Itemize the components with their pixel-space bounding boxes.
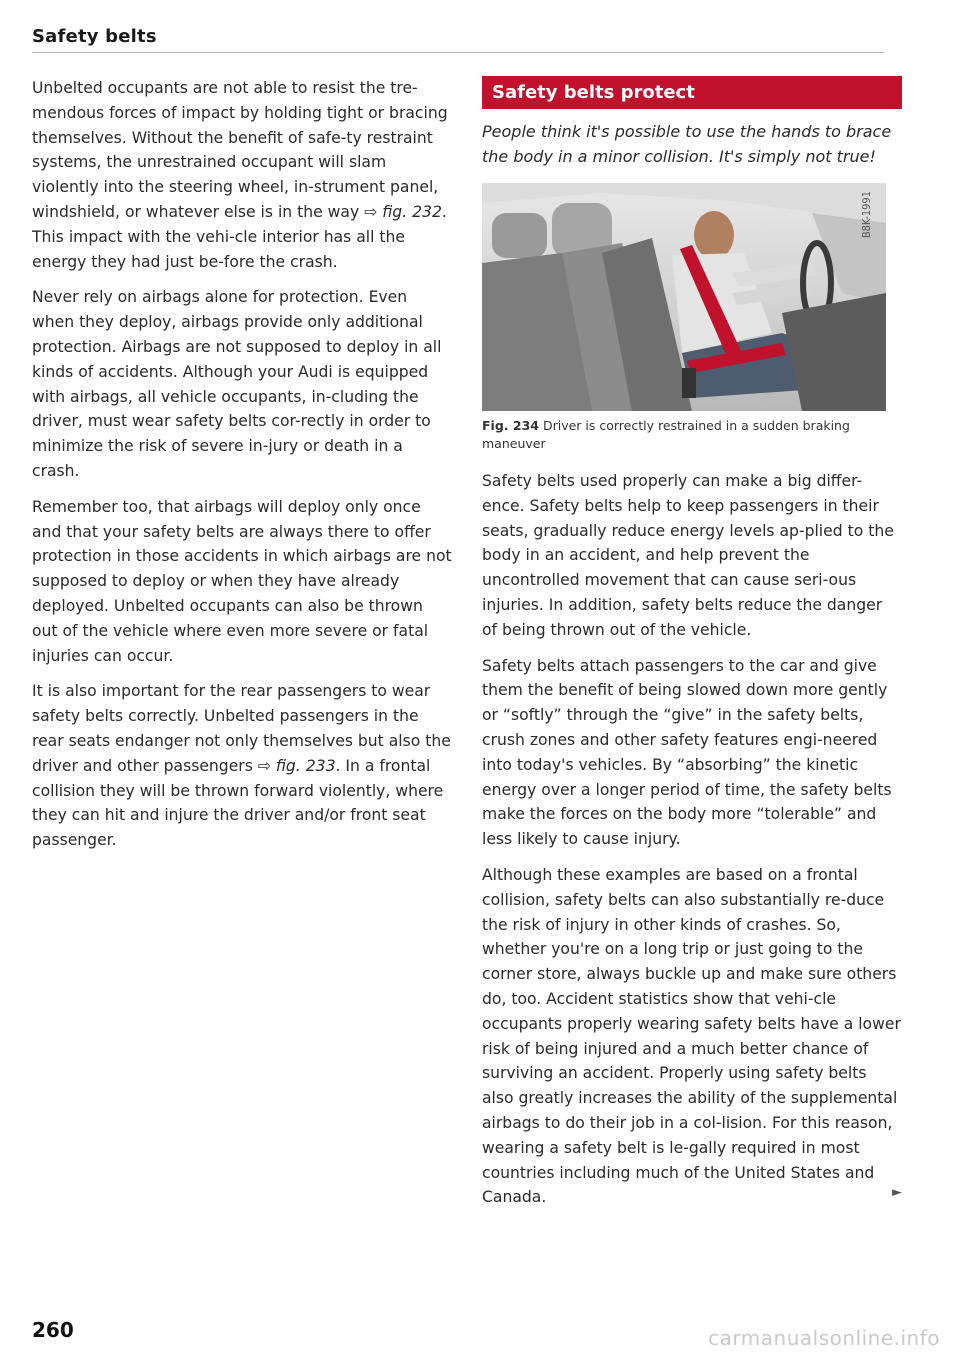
figure-link[interactable]: ⇨ fig. 233 xyxy=(257,756,336,775)
figure-caption-label: Fig. 234 xyxy=(482,418,539,433)
paragraph xyxy=(482,863,902,1210)
paragraph xyxy=(32,679,452,853)
continue-arrow-icon: ► xyxy=(892,1185,902,1201)
paragraph: Never rely on airbags alone for protection. Even when they deploy, airbags provide only additional protection. Airbags are not supposed to deploy in all kinds of accidents. Although your Audi is equipped with airbags, all vehicle occupants, in-cluding the driver, must wear safety belts cor-rectly in order to minimize the risk of severe in-jury or death in a crash. xyxy=(32,288,442,480)
driver-seatbelt-illustration xyxy=(482,183,886,411)
paragraph-text: . In a frontal collision they will be thrown forward violently, where they can hit and injure the driver and/or front seat passenger. xyxy=(32,756,444,850)
figure-image xyxy=(482,183,886,411)
figure-caption xyxy=(482,417,902,453)
paragraph-text: Although these examples are based on a frontal collision, safety belts can also substantially re-duce the risk of injury in other kinds of crashes. So, whether you're on a long trip or just going to the corner store, always buckle up and make sure others do, too. Accident statistics show that vehi-cle occupants properly wearing safety belts have a lower risk of being injured and a much better chance of surviving an accident. Properly using safety belts also greatly increases the ability of the supplemental airbags to do their job in a col-lision. For this reason, wearing a safety belt is le-gally required in most countries including much of the United States and Canada. xyxy=(482,865,901,1207)
paragraph: Remember too, that airbags will deploy only once and that your safety belts are always there to offer protection in those accidents in which airbags are not supposed to deploy or when they have already deployed. Unbelted occupants can also be thrown out of the vehicle where even more severe or fatal injuries can occur. xyxy=(32,497,452,665)
header-divider xyxy=(32,52,884,53)
figure-link[interactable]: ⇨ fig. 232 xyxy=(364,202,442,221)
left-column xyxy=(32,76,452,864)
paragraph: Safety belts attach passengers to the car and give them the benefit of being slowed down more gently or “softly” through the “give” in the safety belts, crush zones and other safety features engi-neered into today's vehicles. By “absorbing” the kinetic energy over a longer period of time, the safety belts make the forces on the body more “tolerable” and less likely to cause injury. xyxy=(482,656,892,849)
figure-caption-text: Driver is correctly restrained in a sudden braking maneuver xyxy=(482,418,850,451)
paragraph: Safety belts used properly can make a big differ-ence. Safety belts help to keep passengers in their seats, gradually reduce energy levels ap-plied to the body in an accident, and help prevent the uncontrolled movement that can cause seri-ous injuries. In addition, safety belts reduce the danger of being thrown out of the vehicle. xyxy=(482,472,894,639)
right-column xyxy=(482,76,902,1221)
figure-code: B8K-1991 xyxy=(860,191,874,239)
watermark: carmanualsonline.info xyxy=(708,1326,940,1350)
paragraph-text: . This impact with the vehi-cle interior has all the energy they had just be-fore the crash. xyxy=(32,202,447,271)
paragraph-text: Unbelted occupants are not able to resist the tre-mendous forces of impact by holding tight or bracing themselves. Without the benefit of safe-ty restraint systems, the unrestrained occupant will slam violently into the steering wheel, in-strument panel, windshield, or whatever else is in the way xyxy=(32,79,448,221)
page-number: 260 xyxy=(32,1318,74,1342)
section-title: Safety belts protect xyxy=(482,76,902,109)
page-header-title: Safety belts xyxy=(32,26,157,47)
paragraph-text: It is also important for the rear passengers to wear safety belts correctly. Unbelted passengers in the rear seats endanger not only themselves but also the driver and other passengers xyxy=(32,682,451,775)
section-intro: People think it's possible to use the hands to brace the body in a minor collision. It's simply not true! xyxy=(482,122,892,166)
paragraph xyxy=(32,76,452,274)
